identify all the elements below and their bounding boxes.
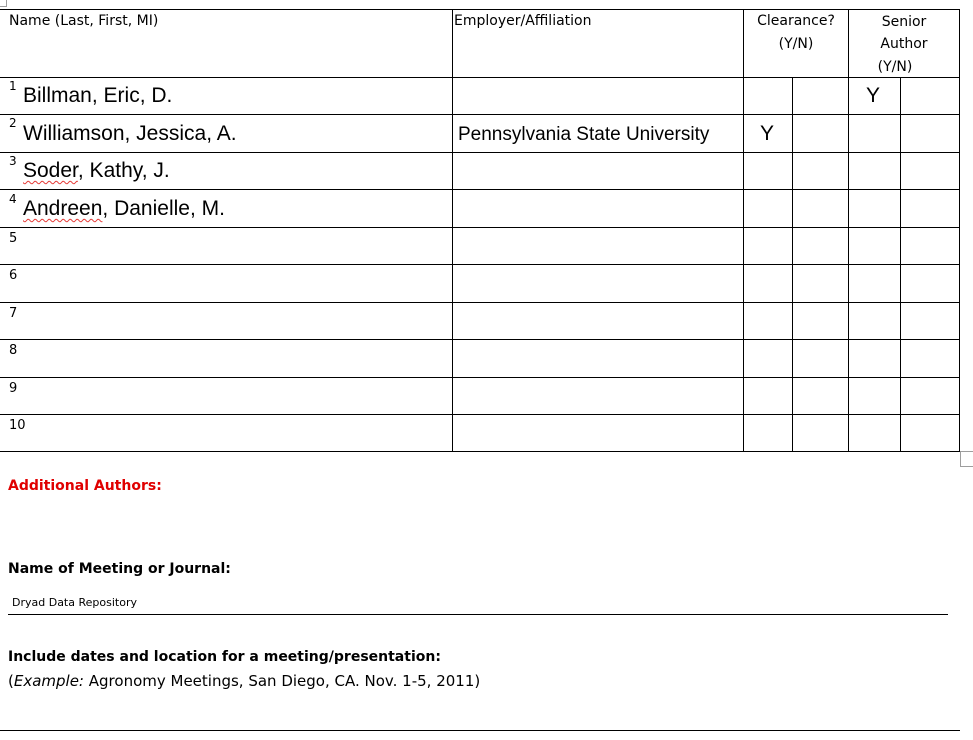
author-name-cell[interactable] (23, 159, 170, 183)
column-divider (743, 9, 744, 452)
table-rule (0, 77, 960, 78)
header-name: Name (Last, First, MI) (9, 13, 159, 29)
row-number: 10 (9, 418, 26, 433)
header-senior-line2: Author (880, 36, 928, 52)
row-number: 2 (9, 116, 17, 130)
author-last-name: Billman (23, 84, 92, 107)
author-last-name: Andreen (23, 197, 103, 220)
senior-author-cell[interactable]: Y (866, 84, 881, 107)
author-last-name: Soder (23, 159, 78, 182)
clearance-cell[interactable]: Y (760, 122, 775, 145)
table-rule (0, 414, 960, 415)
meeting-label: Name of Meeting or Journal: (8, 561, 231, 577)
row-number: 7 (9, 306, 18, 321)
author-name-cell[interactable] (23, 84, 172, 108)
example-word: Example: (13, 672, 84, 690)
header-employer: Employer/Affiliation (454, 13, 592, 29)
meeting-underline (8, 614, 948, 615)
row-number: 8 (9, 343, 18, 358)
author-name-rest: , Eric, D. (91, 84, 173, 107)
column-divider (792, 77, 793, 452)
additional-authors-label: Additional Authors: (8, 478, 162, 494)
employer-cell[interactable]: Pennsylvania State University (458, 124, 710, 145)
header-clearance-line2: (Y/N) (778, 36, 814, 52)
table-end-marker (960, 451, 973, 467)
row-number: 9 (9, 381, 18, 396)
dates-underline (0, 730, 960, 731)
header-clearance-line1: Clearance? (757, 13, 835, 29)
author-name-rest: , Kathy, J. (77, 159, 170, 182)
dates-example (8, 672, 480, 690)
column-divider (900, 77, 901, 452)
author-name-rest: , Jessica, A. (124, 122, 237, 145)
table-rule (0, 227, 960, 228)
dates-label: Include dates and location for a meeting/presentation: (8, 649, 441, 665)
example-open-paren: ( (8, 672, 14, 690)
text-boundary-mark (0, 0, 7, 7)
row-number: 4 (9, 192, 17, 206)
table-rule (0, 114, 960, 115)
table-rule (0, 189, 960, 190)
table-rule-bottom (0, 451, 960, 452)
meeting-value[interactable]: Dryad Data Repository (12, 596, 137, 609)
row-number: 3 (9, 154, 17, 168)
row-number: 5 (9, 231, 18, 246)
author-name-rest: , Danielle, M. (102, 197, 225, 220)
author-name-cell[interactable] (23, 122, 237, 146)
row-number: 1 (9, 79, 17, 93)
row-number: 6 (9, 268, 18, 283)
table-rule (0, 152, 960, 153)
header-senior-line1: Senior (881, 14, 927, 30)
column-divider-right (959, 9, 960, 452)
example-text: Agronomy Meetings, San Diego, CA. Nov. 1-5, 2011) (84, 672, 481, 690)
table-rule (0, 377, 960, 378)
table-rule (0, 339, 960, 340)
table-rule (0, 264, 960, 265)
column-divider (452, 9, 453, 452)
header-senior-line3: (Y/N) (877, 59, 913, 75)
author-name-cell[interactable] (23, 197, 225, 221)
table-rule (0, 302, 960, 303)
author-last-name: Williamson (23, 122, 125, 145)
